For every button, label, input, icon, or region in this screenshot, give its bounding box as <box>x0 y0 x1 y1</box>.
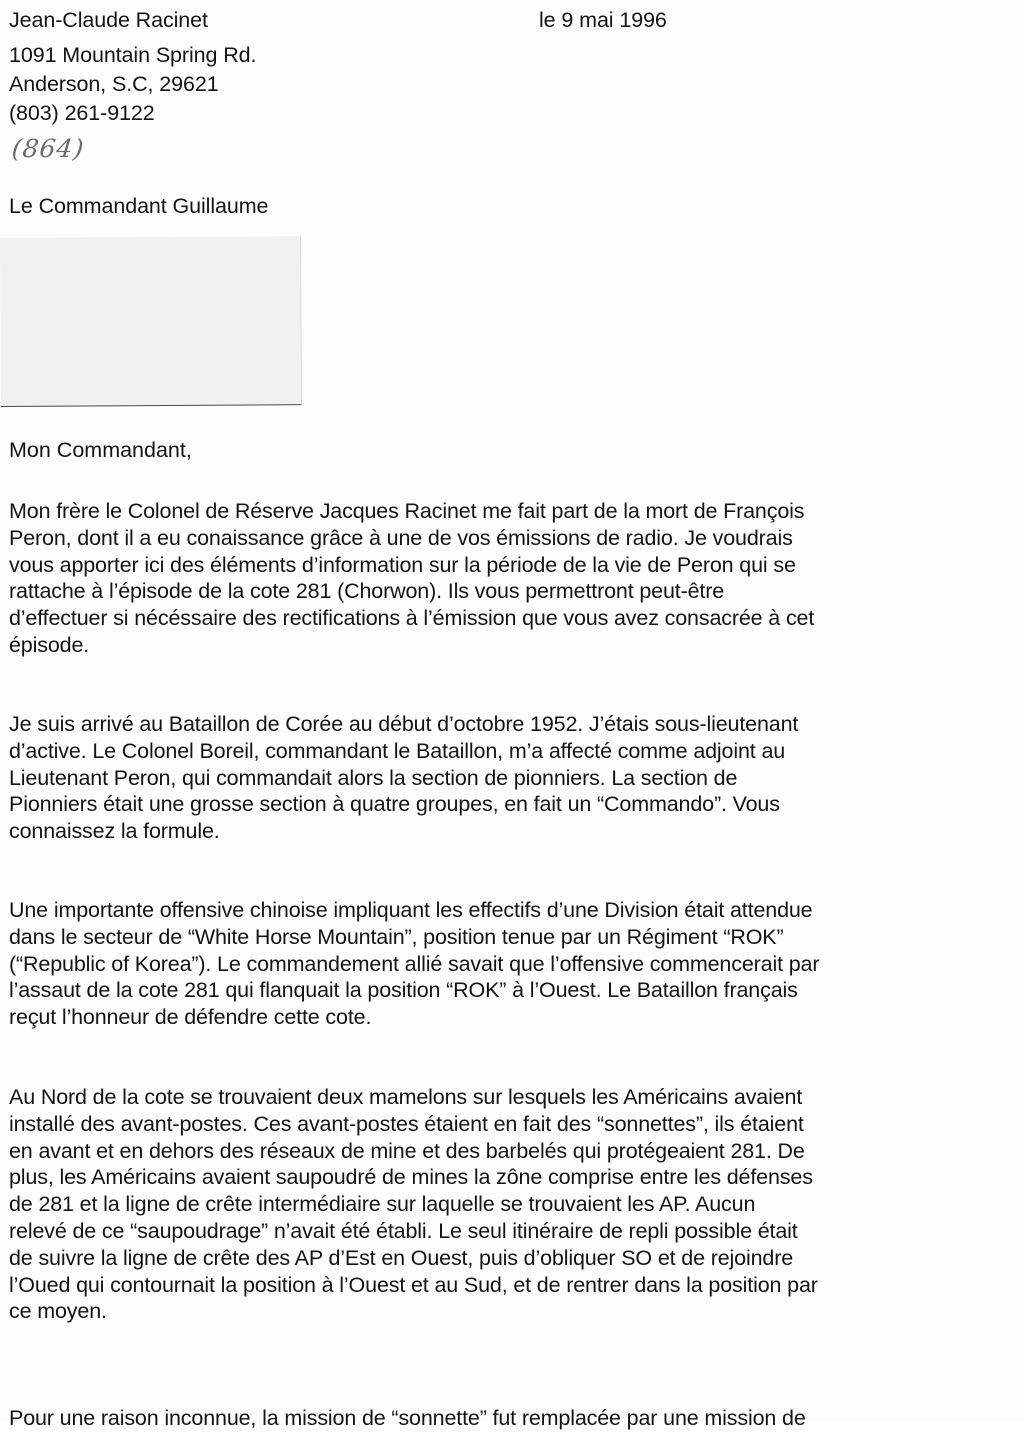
recipient-line: Le Commandant Guillaume <box>9 194 269 218</box>
salutation: Mon Commandant, <box>9 438 192 462</box>
paragraph-2: Je suis arrivé au Bataillon de Corée au début d’octobre 1952. J’étais sous-lieutenant d’active. Le Colonel Boreil, commandant le Bataillon, m’a affecté comme adjoint au Lieutenant Peron, qui commandait alors la section de pionniers. La section de Pionniers était une grosse section à quatre groupes, en fait un “Commando”. Vous connaissez la formule. <box>9 712 799 844</box>
sender-phone: (803) 261-9122 <box>9 101 155 125</box>
paragraph-5: Pour une raison inconnue, la mission de “sonnette” fut remplacée par une mission de <box>9 1406 806 1430</box>
sender-name: Jean-Claude Racinet <box>9 8 208 32</box>
paragraph-3: Une importante offensive chinoise impliquant les effectifs d’une Division était attendue dans le secteur de “White Horse Mountain”, position tenue par un Régiment “ROK” (“Republic of Korea”). Le commandement allié savait que l’offensive commencerait par l’assaut de la cote 281 qui flanquait la position “ROK” à l’Ouest. Le Bataillon français reçut l’honneur de défendre cette cote. <box>9 898 820 1030</box>
letter-date: le 9 mai 1996 <box>539 8 667 32</box>
paragraph-4: Au Nord de la cote se trouvaient deux mamelons sur lesquels les Américains avaient installé des avant-postes. Ces avant-postes étaient en fait des “sonnettes”, ils étaient en avant et en dehors des réseaux de mine et des barbelés qui protégeaient 281. De plus, les Américains avaient saupoudré de mines la zône comprise entre les défenses de 281 et la ligne de crête intermédiaire sur laquelle se trouvaient les AP. Aucun relevé de ce “saupoudrage” n’avait été établi. Le seul itinéraire de repli possible était de suivre la ligne de crête des AP d’Est en Ouest, puis d’obliquer SO et de rejoindre l’Oued qui contournait la position à l’Ouest et au Sud, et de rentrer dans la position par ce moyen. <box>9 1085 818 1324</box>
handwritten-area-code-note: (864) <box>10 134 86 163</box>
sender-city: Anderson, S.C, 29621 <box>9 72 219 96</box>
paragraph-1: Mon frère le Colonel de Réserve Jacques Racinet me fait part de la mort de François Peron, dont il a eu conaissance grâce à une de vos émissions de radio. Je voudrais vous apporter ici des éléments d’information sur la période de la vie de Peron qui se rattache à l’épisode de la cote 281 (Chorwon). Ils vous permettront peut-être d’effectuer si nécéssaire des rectifications à l’émission que vous avez consacrée à cet épisode. <box>9 499 815 657</box>
sender-street: 1091 Mountain Spring Rd. <box>9 43 257 67</box>
redacted-address-block <box>0 236 302 407</box>
